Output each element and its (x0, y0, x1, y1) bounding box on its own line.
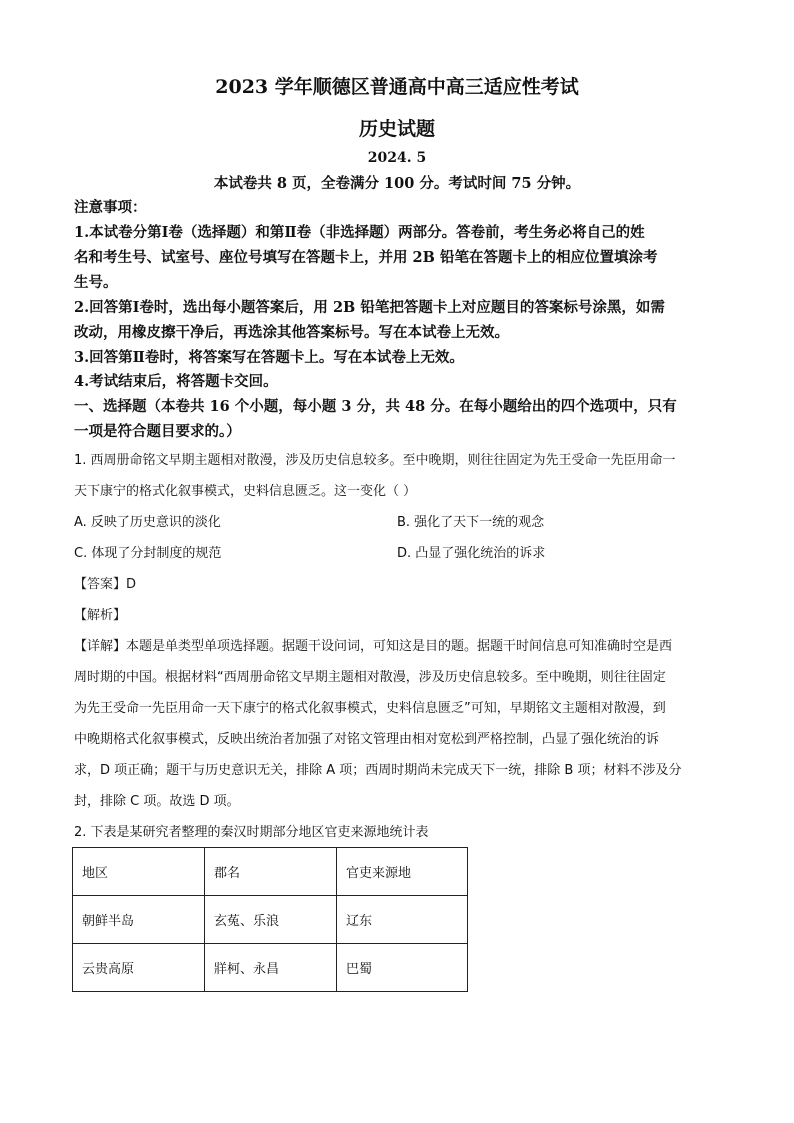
table-row (73, 896, 468, 944)
official-origin-table (72, 847, 468, 992)
q1-detail-line: 为先王受命一先臣用命一天下康宁的格式化叙事模式，史料信息匮乏”可知，早期铭文主题相对散漫，到 (74, 701, 666, 716)
table-cell: 牂柯、永昌 (205, 944, 337, 992)
detail-text: 本题是单类型单项选择题。据题干设问词，可知这是目的题。据题干时间信息可知准确时空是西 (126, 639, 673, 654)
table-cell: 辽东 (337, 896, 468, 944)
table-header-cell: 郡名 (205, 848, 337, 896)
notice-line: 2.回答第Ⅰ卷时，选出每小题答案后，用 2B 铅笔把答题卡上对应题目的答案标号涂黑，如需 (74, 299, 665, 316)
q1-option-d: D. 凸显了强化统治的诉求 (397, 546, 546, 561)
answer-tag: 【答案】 (74, 577, 127, 592)
notice-line: 改动，用橡皮擦干净后，再选涂其他答案标号。写在本试卷上无效。 (74, 324, 509, 341)
q1-stem-line: 1. 西周册命铭文早期主题相对散漫，涉及历史信息较多。至中晚期，则往往固定为先王受命一先臣用命一 (74, 453, 676, 468)
notice-line: 3.回答第Ⅱ卷时，将答案写在答题卡上。写在本试卷上无效。 (74, 349, 464, 366)
exam-title: 2023 学年顺德区普通高中高三适应性考试 (215, 76, 579, 98)
table-cell: 朝鲜半岛 (73, 896, 205, 944)
exam-date: 2024. 5 (367, 150, 427, 166)
q1-detail-line: 周时期的中国。根据材料“西周册命铭文早期主题相对散漫，涉及历史信息较多。至中晚期，则往往固定 (74, 670, 666, 685)
q1-detail-line: 求，D 项正确；题干与历史意识无关，排除 A 项；西周时期尚未完成天下一统，排除 B 项；材料不涉及分 (74, 763, 682, 778)
exam-info: 本试卷共 8 页，全卷满分 100 分。考试时间 75 分钟。 (213, 175, 581, 192)
table-cell: 巴蜀 (337, 944, 468, 992)
q1-detail-line: 封，排除 C 项。故选 D 项。 (74, 794, 240, 809)
q1-detail-line (74, 635, 672, 654)
table-row (73, 944, 468, 992)
answer-value: D (126, 577, 137, 592)
q1-detail-line: 中晚期格式化叙事模式，反映出统治者加强了对铭文管理由相对宽松到严格控制，凸显了强化统治的诉 (74, 732, 660, 747)
table-header-cell: 地区 (73, 848, 205, 896)
q2-stem: 2. 下表是某研究者整理的秦汉时期部分地区官吏来源地统计表 (74, 825, 429, 840)
q1-answer (74, 573, 136, 592)
notice-line: 4.考试结束后，将答题卡交回。 (74, 373, 278, 390)
subject-title: 历史试题 (358, 118, 435, 140)
notice-heading: 注意事项： (74, 199, 147, 216)
notice-line: 生号。 (74, 274, 118, 291)
section-heading: 一、选择题（本卷共 16 个小题，每小题 3 分，共 48 分。在每小题给出的四个选项中，只有 (74, 398, 677, 415)
table-cell: 玄菟、乐浪 (205, 896, 337, 944)
notice-line: 1.本试卷分第Ⅰ卷（选择题）和第Ⅱ卷（非选择题）两部分。答卷前，考生务必将自己的姓 (74, 224, 645, 241)
q1-analysis-tag: 【解析】 (74, 608, 127, 623)
table-cell: 云贵高原 (73, 944, 205, 992)
q1-option-b: B. 强化了天下一统的观念 (397, 515, 545, 530)
table-header-cell: 官吏来源地 (337, 848, 468, 896)
table-header-row (73, 848, 468, 896)
notice-line: 名和考生号、试室号、座位号填写在答题卡上，并用 2B 铅笔在答题卡上的相应位置填涂考 (74, 249, 658, 266)
detail-tag: 【详解】 (74, 639, 127, 654)
section-heading-cont: 一项是符合题目要求的。） (74, 423, 241, 440)
q1-stem-line: 天下康宁的格式化叙事模式，史料信息匮乏。这一变化（ ） (74, 484, 417, 499)
q1-option-c: C. 体现了分封制度的规范 (74, 546, 222, 561)
q1-option-a: A. 反映了历史意识的淡化 (74, 515, 221, 530)
